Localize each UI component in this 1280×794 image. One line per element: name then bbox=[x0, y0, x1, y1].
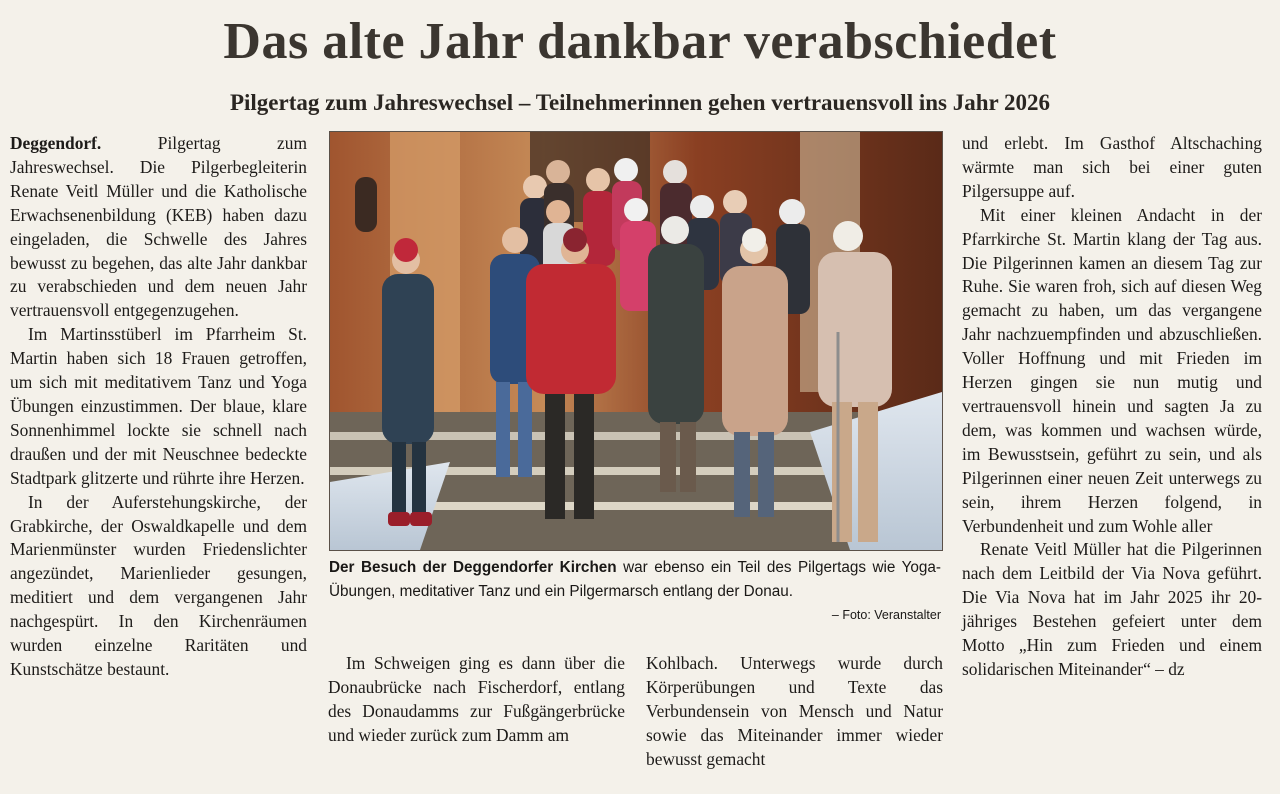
paragraph: Renate Veitl Müller hat die Pilgerinnen nach dem Leitbild der Via Nova geführt. Die Via Nova hat im Jahr 2025 ihr 20-jähriges Bestehen gefeiert unter dem Motto „Hin zum Frieden und einem solidarischen Miteinander“ – dz bbox=[962, 539, 1262, 679]
article-column-3 bbox=[646, 652, 943, 772]
paragraph: und erlebt. Im Gasthof Altschaching wärmte man sich bei einer guten Pilgersuppe auf. bbox=[962, 133, 1262, 201]
caption-bold: Der Besuch der Deggendorfer Kirchen bbox=[329, 559, 617, 576]
dateline: Deggendorf. bbox=[10, 133, 102, 153]
paragraph: Mit einer kleinen Andacht in der Pfarrkirche St. Martin klang der Tag aus. Die Pilgerinnen kamen an diesem Tag zur Ruhe. Sie waren froh, sich auf diesen Weg gemacht zu haben, um das vergangene Jahr nachzuempfinden und abzuschließen. Voller Hoffnung und mit Frieden im Herzen gingen sie nun mutig und vertrauensvoll hinein und sagten Ja zu dem, was kommen und wachsen würde, im Bewusstsein, geführt zu sein, und als Pilgerinnen einer neuen Zeit unterwegs zu sein, ihrem Herzen folgend, in Verbundenheit und zum Wohle aller bbox=[962, 204, 1262, 536]
headline: Das alte Jahr dankbar verabschiedet bbox=[223, 13, 1057, 70]
photo-caption bbox=[329, 556, 941, 603]
paragraph: In der Auferstehungskirche, der Grabkirche, der Oswaldkapelle und dem Marienmünster wurden Friedenslichter angezündet, Marienlieder gesungen, meditiert und dem vergangenen Jahr nachgespürt. In den Kirchenräumen wurden einzelne Raritäten und Kunstschätze bestaunt. bbox=[10, 491, 307, 679]
paragraph: Im Martinsstüberl im Pfarrheim St. Martin haben sich 18 Frauen getroffen, um sich mit meditativem Tanz und Yoga Übungen einzustimmen. Der blaue, klare Sonnenhimmel lockte sie schnell nach draußen und der mit Neuschnee bedeckte Stadtpark glitzerte und rührte ihre Herzen. bbox=[10, 324, 307, 488]
article-column-1 bbox=[10, 132, 307, 682]
paragraph: Im Schweigen ging es dann über die Donaubrücke nach Fischerdorf, entlang des Donaudamms zur Fußgängerbrücke und wieder zurück zum Damm am bbox=[328, 653, 625, 745]
paragraph: Kohlbach. Unterwegs wurde durch Körperübungen und Texte das Verbundensein von Mensch und Natur sowie das Miteinander immer wieder bewusst gemacht bbox=[646, 653, 943, 769]
group-photo bbox=[329, 131, 943, 551]
group-photo-illustration bbox=[330, 132, 942, 550]
article-column-2 bbox=[328, 652, 625, 748]
paragraph-intro-text: Pilgertag zum Jahreswechsel. Die Pilgerbegleiterin Renate Veitl Müller und die Katholische Erwachsenenbildung (KEB) haben dazu eingeladen, die Schwelle des Jahres bewusst zu begehen, das alte Jahr dankbar zu verabschieden und dem neuen Jahr vertrauensvoll entgegenzugehen. bbox=[10, 133, 307, 321]
article-column-4 bbox=[962, 132, 1262, 682]
caption-text: war ebenso ein Teil des Pilgertags wie Yoga-Übungen, meditativer Tanz und ein Pilgermarsch entlang der Donau. bbox=[329, 559, 942, 600]
paragraph-intro bbox=[10, 132, 307, 323]
subheadline: Pilgertag zum Jahreswechsel – Teilnehmerinnen gehen vertrauensvoll ins Jahr 2026 bbox=[229, 90, 1051, 115]
photo-credit: – Foto: Veranstalter bbox=[831, 608, 941, 622]
